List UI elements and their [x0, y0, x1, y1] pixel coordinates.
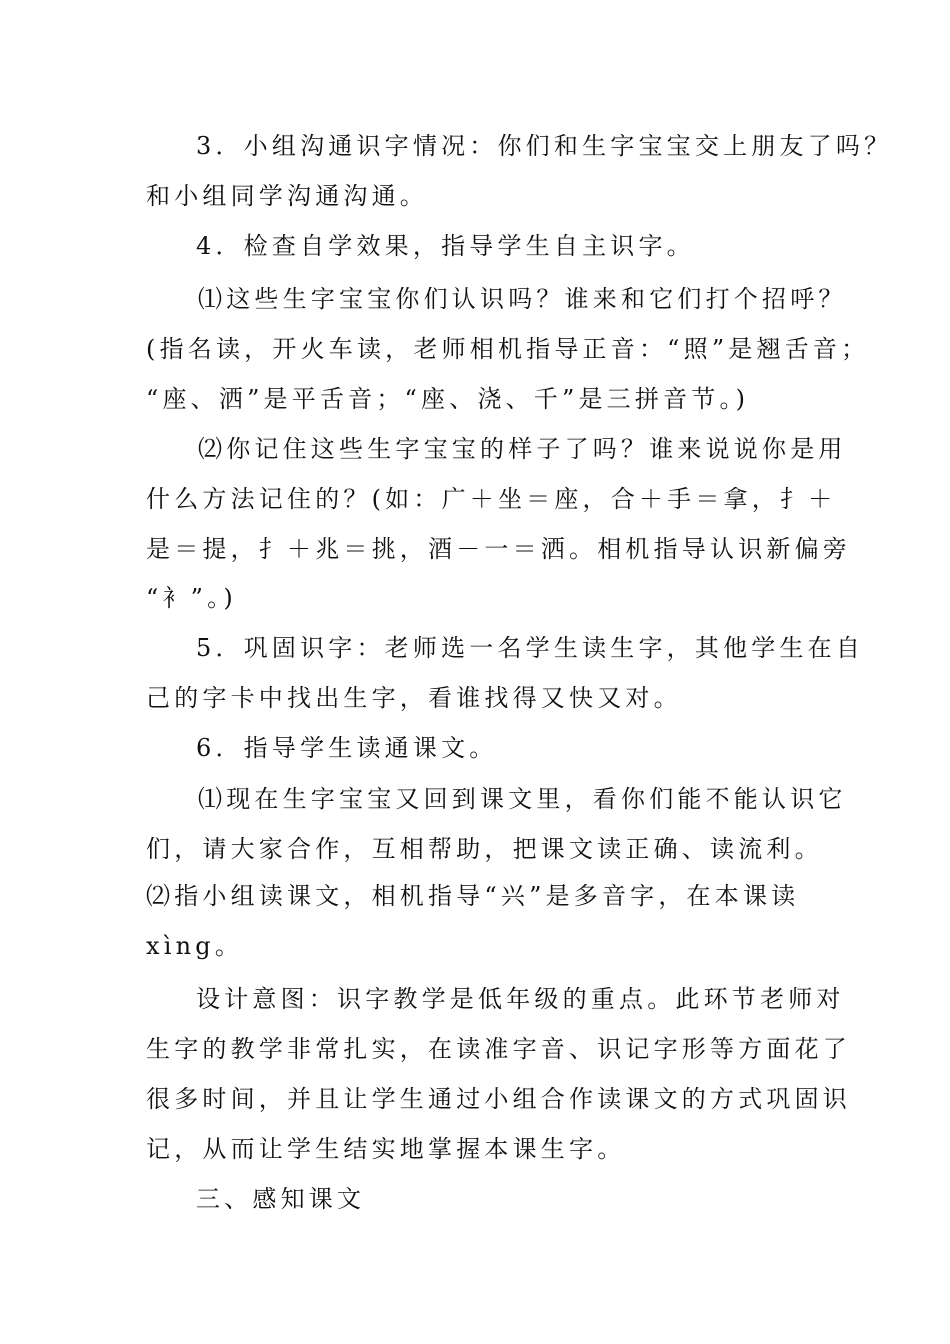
step-4-1-line-2: (指名读，开火车读，老师相机指导正音：“照”是翘舌音； — [146, 335, 870, 363]
step-3-line-1: 3．小组沟通识字情况：你们和生字宝宝交上朋友了吗？ — [196, 132, 893, 160]
step-6-2-line-1: ⑵指小组读课文，相机指导“兴”是多音字，在本课读 — [146, 882, 800, 910]
design-intent-line-2: 生字的教学非常扎实，在读准字音、识记字形等方面花了 — [146, 1035, 851, 1063]
step-6-heading: 6．指导学生读通课文。 — [196, 734, 498, 762]
section-3-heading: 三、感知课文 — [196, 1185, 366, 1213]
step-4-2-line-2: 什么方法记住的？(如：广＋坐＝座，合＋手＝拿，扌＋ — [146, 485, 837, 513]
step-6-1-line-1: ⑴现在生字宝宝又回到课文里，看你们能不能认识它 — [198, 785, 847, 813]
step-4-2-line-3: 是＝提，扌＋兆＝挑，酒－一＝洒。相机指导认识新偏旁 — [146, 535, 851, 563]
step-3-line-2: 和小组同学沟通沟通。 — [146, 182, 428, 210]
design-intent-line-1: 设计意图：识字教学是低年级的重点。此环节老师对 — [196, 985, 845, 1013]
step-6-2-line-2: xìng。 — [146, 932, 244, 960]
step-4-1-line-3: “座、洒”是平舌音；“座、浇、千”是三拼音节。) — [146, 385, 750, 413]
step-6-1-line-2: 们，请大家合作，互相帮助，把课文读正确、读流利。 — [146, 835, 823, 863]
step-5-line-2: 己的字卡中找出生字，看谁找得又快又对。 — [146, 684, 682, 712]
step-4-1-line-1: ⑴这些生字宝宝你们认识吗？谁来和它们打个招呼？ — [198, 285, 847, 313]
step-4-2-line-4: “衤”。) — [146, 584, 237, 612]
design-intent-line-3: 很多时间，并且让学生通过小组合作读课文的方式巩固识 — [146, 1085, 851, 1113]
step-4-2-line-1: ⑵你记住这些生字宝宝的样子了吗？谁来说说你是用 — [198, 435, 847, 463]
design-intent-line-4: 记，从而让学生结实地掌握本课生字。 — [146, 1135, 626, 1163]
step-5-line-1: 5．巩固识字：老师选一名学生读生字，其他学生在自 — [196, 634, 865, 662]
step-4-heading: 4．检查自学效果，指导学生自主识字。 — [196, 232, 695, 260]
